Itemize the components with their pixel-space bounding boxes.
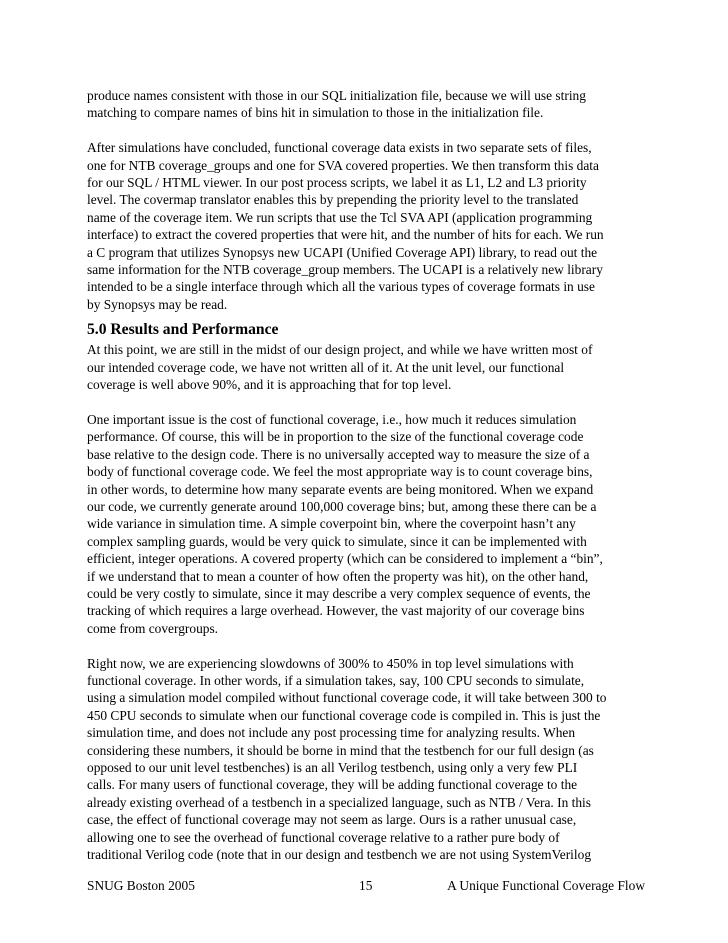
text-line: calls. For many users of functional coverage, they will be adding functional coverage to the <box>87 777 578 793</box>
paragraph <box>87 655 645 864</box>
text-line: intended to be a single interface through which all the various types of coverage formats in use <box>87 279 595 295</box>
text-line: efficient, integer operations. A covered property (which can be considered to implement a “bin”, <box>87 551 603 567</box>
text-line: One important issue is the cost of functional coverage, i.e., how much it reduces simulation <box>87 411 577 427</box>
paragraph <box>87 87 645 122</box>
text-line: interface) to extract the covered properties that were hit, and the number of hits for each. We run <box>87 227 604 243</box>
text-line: if we understand that to mean a counter of how often the property was hit), on the other hand, <box>87 568 589 584</box>
text-line: At this point, we are still in the midst of our design project, and while we have written most of <box>87 342 593 358</box>
page-body <box>87 87 645 863</box>
page-number: 15 <box>359 878 373 893</box>
text-line: could be very costly to simulate, since it may describe a very complex sequence of events, the <box>87 585 591 601</box>
text-line: level. The covermap translator enables this by prepending the priority level to the translated <box>87 192 579 208</box>
paragraph-gap <box>87 637 645 654</box>
text-line: traditional Verilog code (note that in our design and testbench we are not using SystemVerilog <box>87 847 592 863</box>
text-line: After simulations have concluded, functional coverage data exists in two separate sets of files, <box>87 140 592 156</box>
text-line: opposed to our unit level testbenches) is an all Verilog testbench, using only a very few PLI <box>87 759 578 775</box>
paragraph <box>87 411 645 637</box>
text-line: base relative to the design code. There is no universally accepted way to measure the size of a <box>87 446 590 462</box>
text-line: matching to compare names of bins hit in simulation to those in the initialization file. <box>87 105 544 121</box>
text-line: our code, we currently generate around 100,000 coverage bins; but, among these there can be a <box>87 498 597 514</box>
text-line: produce names consistent with those in our SQL initialization file, because we will use string <box>87 88 586 103</box>
paragraph-gap <box>87 122 645 139</box>
paragraph <box>87 341 645 393</box>
text-line: complex sampling guards, would be very quick to simulate, since it can be implemented with <box>87 533 587 549</box>
text-line: using a simulation model compiled without functional coverage code, it will take between 300 to <box>87 690 607 706</box>
text-line: coverage is well above 90%, and it is approaching that for top level. <box>87 377 452 393</box>
text-line: Right now, we are experiencing slowdowns of 300% to 450% in top level simulations with <box>87 655 574 671</box>
text-line: 450 CPU seconds to simulate when our functional coverage code is compiled in. This is just the <box>87 707 601 723</box>
text-line: tracking of which requires a large overhead. However, the vast majority of our coverage bins <box>87 603 585 619</box>
text-line: same information for the NTB coverage_group members. The UCAPI is a relatively new library <box>87 262 603 278</box>
text-line: allowing one to see the overhead of functional coverage relative to a rather pure body of <box>87 829 560 845</box>
page-footer <box>87 877 645 895</box>
paragraph-gap <box>87 393 645 410</box>
footer-title: A Unique Functional Coverage Flow <box>447 878 645 893</box>
text-line: for our SQL / HTML viewer. In our post process scripts, we label it as L1, L2 and L3 priority <box>87 175 587 191</box>
text-line: performance. Of course, this will be in proportion to the size of the functional coverage code <box>87 429 584 445</box>
text-line: our intended coverage code, we have not written all of it. At the unit level, our functional <box>87 359 565 375</box>
text-line: one for NTB coverage_groups and one for SVA covered properties. We then transform this data <box>87 157 599 173</box>
text-line: simulation time, and does not include any post processing time for analyzing results. When <box>87 725 576 741</box>
paragraph <box>87 139 645 313</box>
text-line: in other words, to determine how many separate events are being monitored. When we expand <box>87 481 594 497</box>
footer-conference: SNUG Boston 2005 <box>87 878 195 893</box>
text-line: functional coverage. In other words, if a simulation takes, say, 100 CPU seconds to simulate, <box>87 672 585 688</box>
text-line: body of functional coverage code. We feel the most appropriate way is to count coverage bins, <box>87 464 593 480</box>
text-line: a C program that utilizes Synopsys new UCAPI (Unified Coverage API) library, to read out the <box>87 244 598 260</box>
text-line: come from covergroups. <box>87 620 219 636</box>
text-line: wide variance in simulation time. A simple coverpoint bin, where the coverpoint hasn’t any <box>87 516 576 532</box>
text-line: case, the effect of functional coverage may not seem as large. Ours is a rather unusual case, <box>87 812 577 828</box>
text-line: name of the coverage item. We run scripts that use the Tcl SVA API (application programming <box>87 209 593 225</box>
text-line: considering these numbers, it should be borne in mind that the testbench for our full design (as <box>87 742 594 758</box>
text-line: already existing overhead of a testbench in a specialized language, such as NTB / Vera. In this <box>87 794 591 810</box>
section-heading: 5.0 Results and Performance <box>87 321 279 339</box>
text-line: by Synopsys may be read. <box>87 296 228 312</box>
